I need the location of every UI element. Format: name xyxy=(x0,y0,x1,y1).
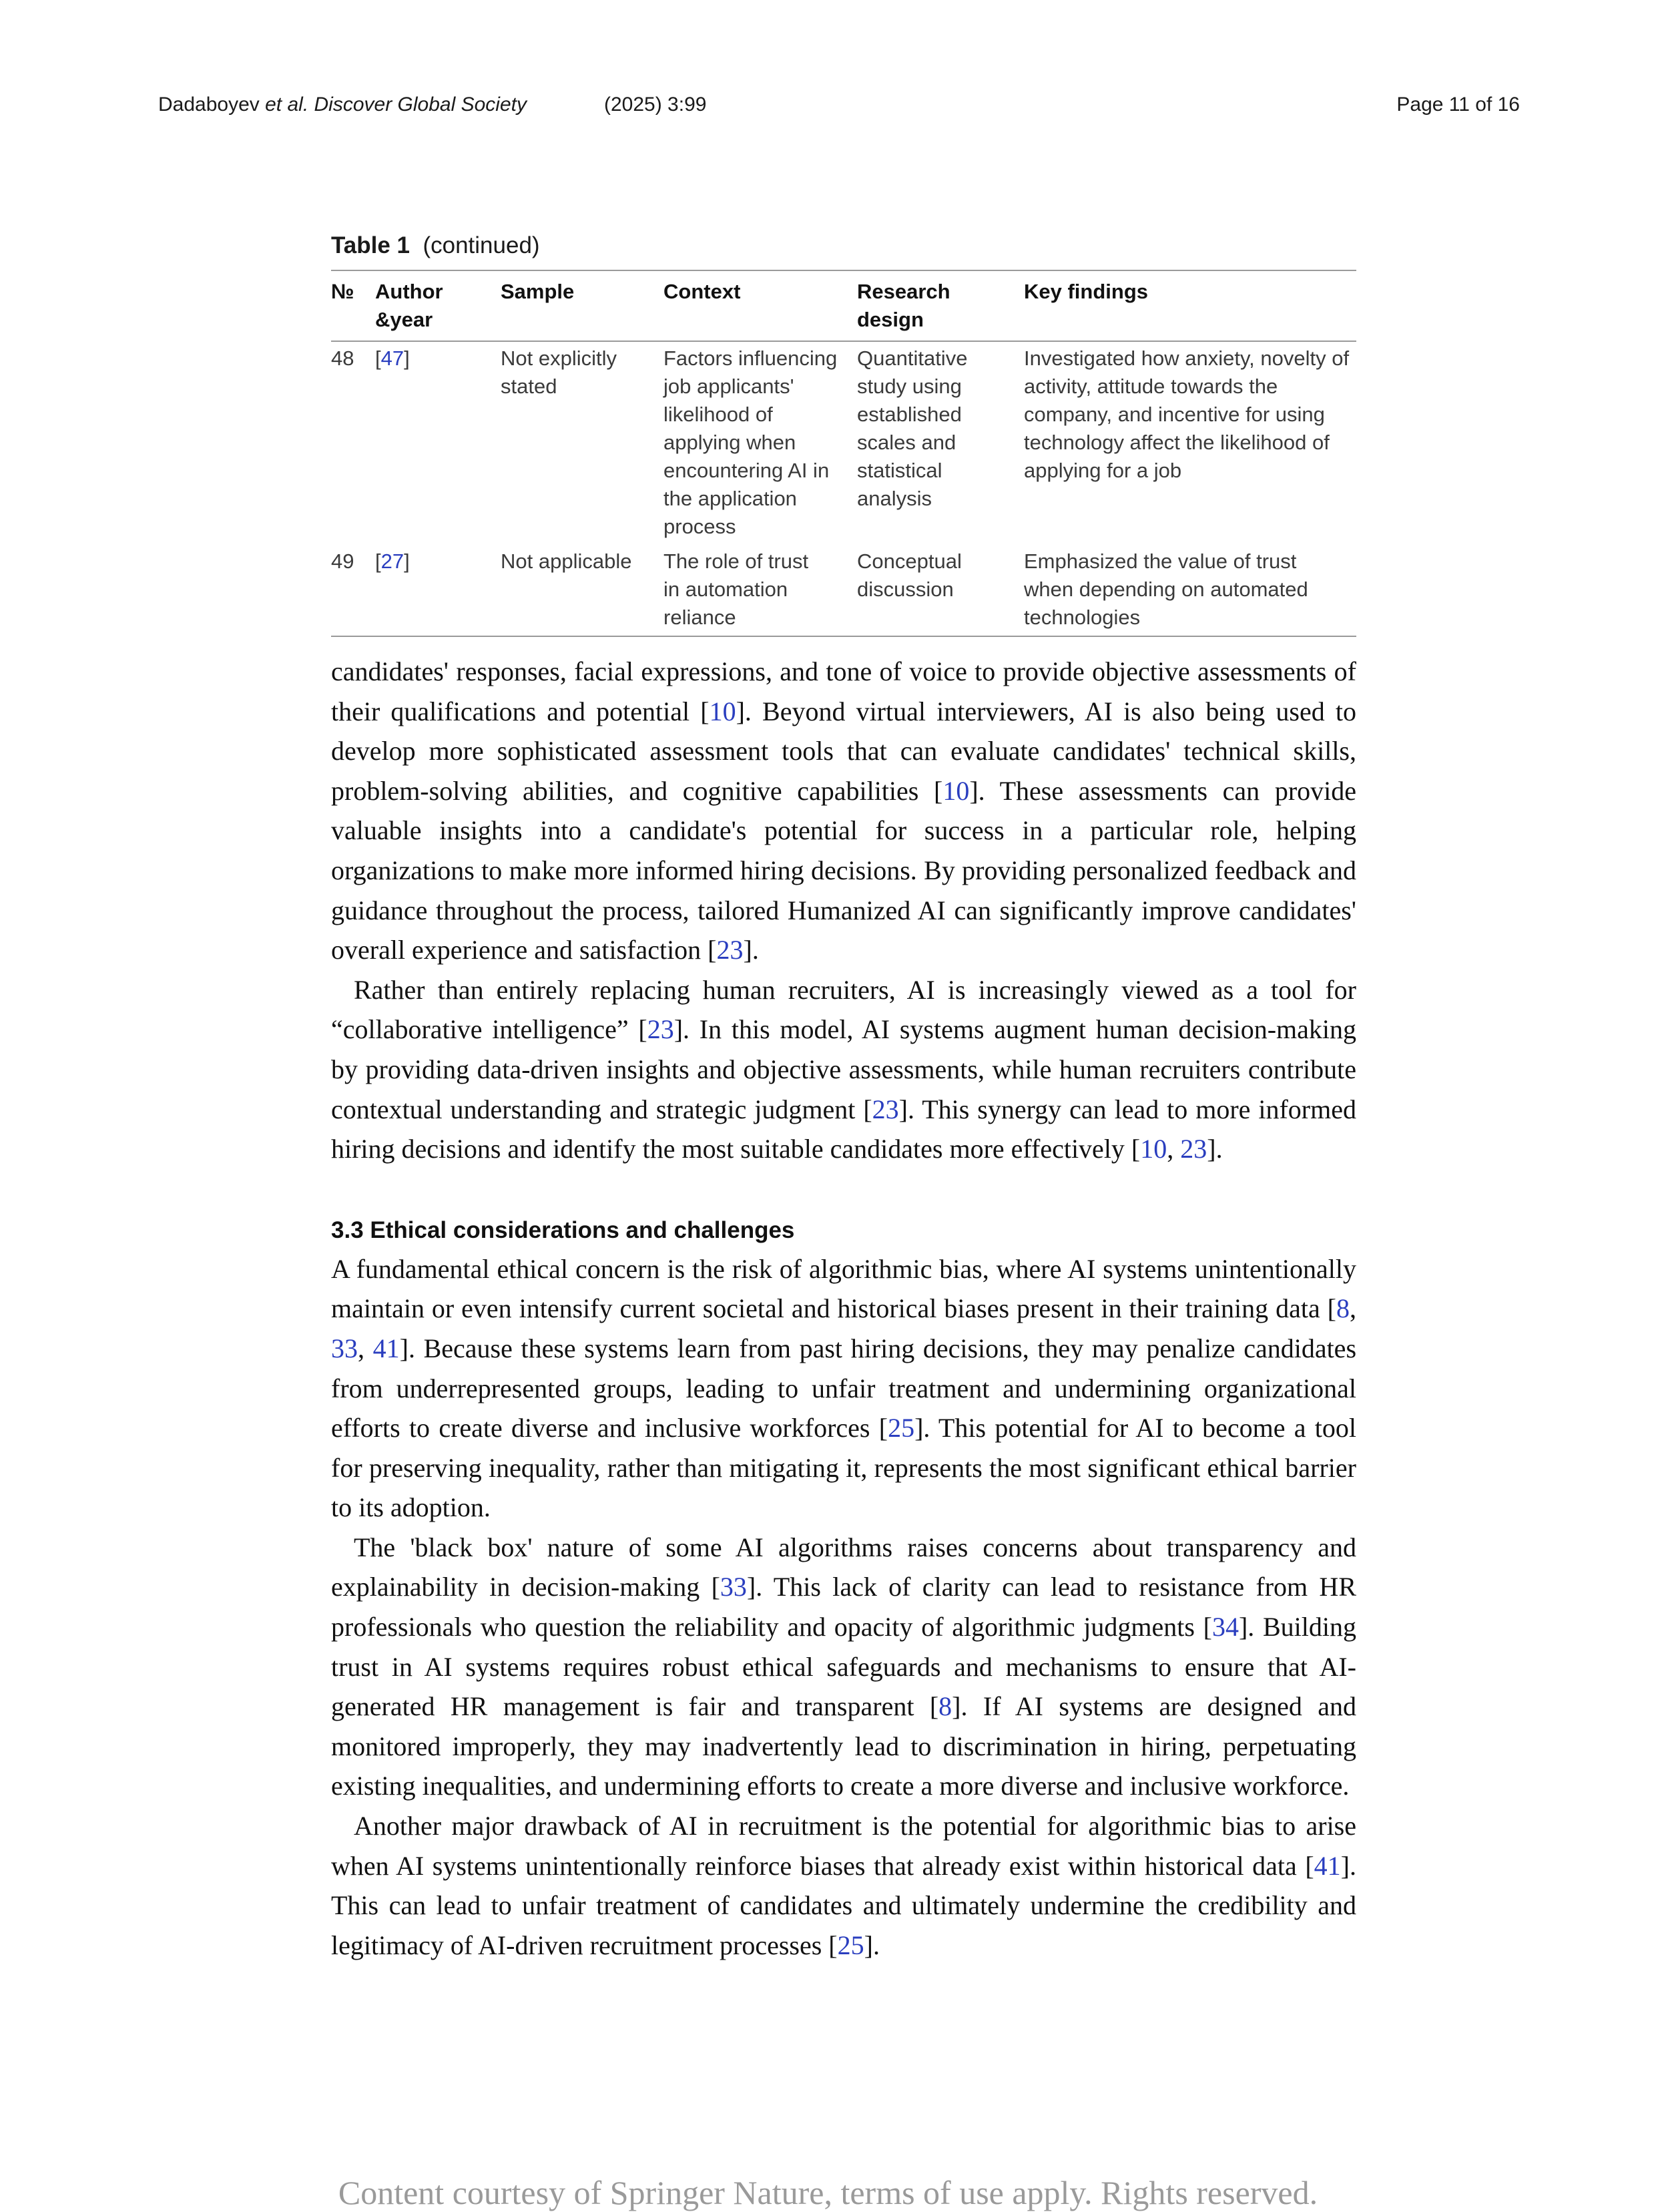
article-body xyxy=(331,652,1356,1965)
table-cell-findings: Emphasized the value of trust when depending on automated technologies xyxy=(1024,549,1308,629)
table-row xyxy=(331,341,1356,545)
table-cell-design: Conceptual discussion xyxy=(857,549,962,601)
body-paragraph: The 'black box' nature of some AI algorithms raises concerns about transparency and explainability in decision-making [33]. This lack of clarity can lead to resistance from HR professionals who question the reliability and opacity of algorithmic judgments [34]. Building trust in AI systems requires robust ethical safeguards and mechanisms to ensure that AI-generated HR management is fair and transparent [8]. If AI systems are designed and monitored improperly, they may inadvertently lead to discrimination in hiring, perpetuating existing inequalities, and undermining efforts to create a more diverse and inclusive workforce. xyxy=(331,1532,1356,1801)
table-cell-number: 48 xyxy=(331,347,354,370)
citation-link[interactable]: 10 xyxy=(709,696,736,726)
citation-link[interactable]: 23 xyxy=(1180,1134,1207,1164)
body-paragraph: candidates' responses, facial expressions, and tone of voice to provide objective assessments of their qualifications and potential [10]. Beyond virtual interviewers, AI is also being used to develop more sophisticated assessment tools that can evaluate candidates' technical skills, problem-solving abilities, and cognitive capabilities [10]. These assessments can provide valuable insights into a candidate's potential for success in a particular role, helping organizations to make more informed hiring decisions. By providing personalized feedback and guidance throughout the process, tailored Humanized AI can significantly improve candidates' overall experience and satisfaction [23]. xyxy=(331,656,1357,965)
copyright-notice: Content courtesy of Springer Nature, terms of use apply. Rights reserved. xyxy=(338,2174,1318,2211)
body-paragraph: A fundamental ethical concern is the risk of algorithmic bias, where AI systems unintentionally maintain or even intensify current societal and historical biases present in their training data [8, 33, 41]. Because these systems learn from past hiring decisions, they may penalize candidates from underrepresented groups, leading to unfair treatment and undermining organizational efforts to create diverse and inclusive workforces [25]. This potential for AI to become a tool for preserving inequality, rather than mitigating it, represents the most significant ethical barrier to its adoption. xyxy=(331,1253,1357,1523)
running-header-volume: (2025) 3:99 xyxy=(604,93,707,116)
citation-link[interactable]: 10 xyxy=(942,775,970,806)
citation-link[interactable]: 8 xyxy=(1336,1293,1350,1324)
citation-link[interactable]: 10 xyxy=(1140,1134,1167,1164)
table-row xyxy=(331,545,1356,636)
table-cell-design: Quantitative study using established scales and statistical analysis xyxy=(857,347,968,510)
table-cell-number: 49 xyxy=(331,549,354,573)
citation-link[interactable]: 8 xyxy=(938,1691,952,1722)
table-caption xyxy=(331,232,540,259)
citation-link[interactable]: 25 xyxy=(888,1413,915,1444)
body-paragraph: Another major drawback of AI in recruitment is the potential for algorithmic bias to arise when AI systems unintentionally reinforce biases that already exist within historical data [41]. This can lead to unfair treatment of candidates and ultimately undermine the credibility and legitimacy of AI-driven recruitment processes [25]. xyxy=(331,1811,1356,1960)
page-number: Page 11 of 16 xyxy=(1396,93,1520,116)
table-cell-reference: [27] xyxy=(375,549,410,573)
citation-link[interactable]: 27 xyxy=(380,549,404,573)
table-cell-sample: Not explicitly stated xyxy=(501,347,617,398)
citation-link[interactable]: 34 xyxy=(1211,1612,1239,1642)
table-cell-findings: Investigated how anxiety, novelty of activity, attitude towards the company, and incentive for using technology affect the likelihood of applying for a job xyxy=(1024,347,1350,482)
citation-link[interactable]: 23 xyxy=(872,1094,899,1124)
citation-link[interactable]: 41 xyxy=(1314,1850,1341,1881)
table-caption-text: (continued) xyxy=(423,232,540,258)
citation-link[interactable]: 33 xyxy=(720,1572,747,1602)
body-paragraph: Rather than entirely replacing human recruiters, AI is increasingly viewed as a tool for “collaborative intelligence” [23]. In this model, AI systems augment human decision-making by providing data-driven insights and objective assessments, while human recruiters contribute contextual understanding and strategic judgment [23]. This synergy can lead to more informed hiring decisions and identify the most suitable candidates more effectively [10, 23]. xyxy=(331,974,1356,1164)
citation-link[interactable]: 25 xyxy=(837,1930,864,1960)
table-header-cell: Sample xyxy=(501,280,575,303)
table-header-cell: Author &year xyxy=(375,280,443,331)
table-cell-context: Factors influencing job applicants' likelihood of applying when encountering AI in the application process xyxy=(663,347,838,538)
citation-link[interactable]: 23 xyxy=(647,1014,674,1045)
literature-table xyxy=(331,270,1356,637)
citation-link[interactable]: 33 xyxy=(331,1333,358,1363)
table-caption-label: Table 1 xyxy=(331,232,410,258)
citation-link[interactable]: 41 xyxy=(372,1333,400,1363)
citation-link[interactable]: 47 xyxy=(380,347,404,370)
table-header-row xyxy=(331,270,1356,341)
citation-link[interactable]: 23 xyxy=(716,935,744,965)
table-cell-sample: Not applicable xyxy=(501,549,632,573)
table-header-cell: Key findings xyxy=(1024,280,1149,303)
running-header-authors: Dadaboyev et al. Discover Global Society xyxy=(158,93,527,116)
running-header xyxy=(158,93,1520,123)
table-cell-reference: [47] xyxy=(375,347,410,370)
table-header-cell: Context xyxy=(663,280,741,303)
table-header-cell: № xyxy=(331,280,354,303)
table-header-cell: Research design xyxy=(857,280,950,331)
table-cell-context: The role of trust in automation reliance xyxy=(663,549,809,629)
section-heading: 3.3 Ethical considerations and challenges xyxy=(331,1216,795,1243)
